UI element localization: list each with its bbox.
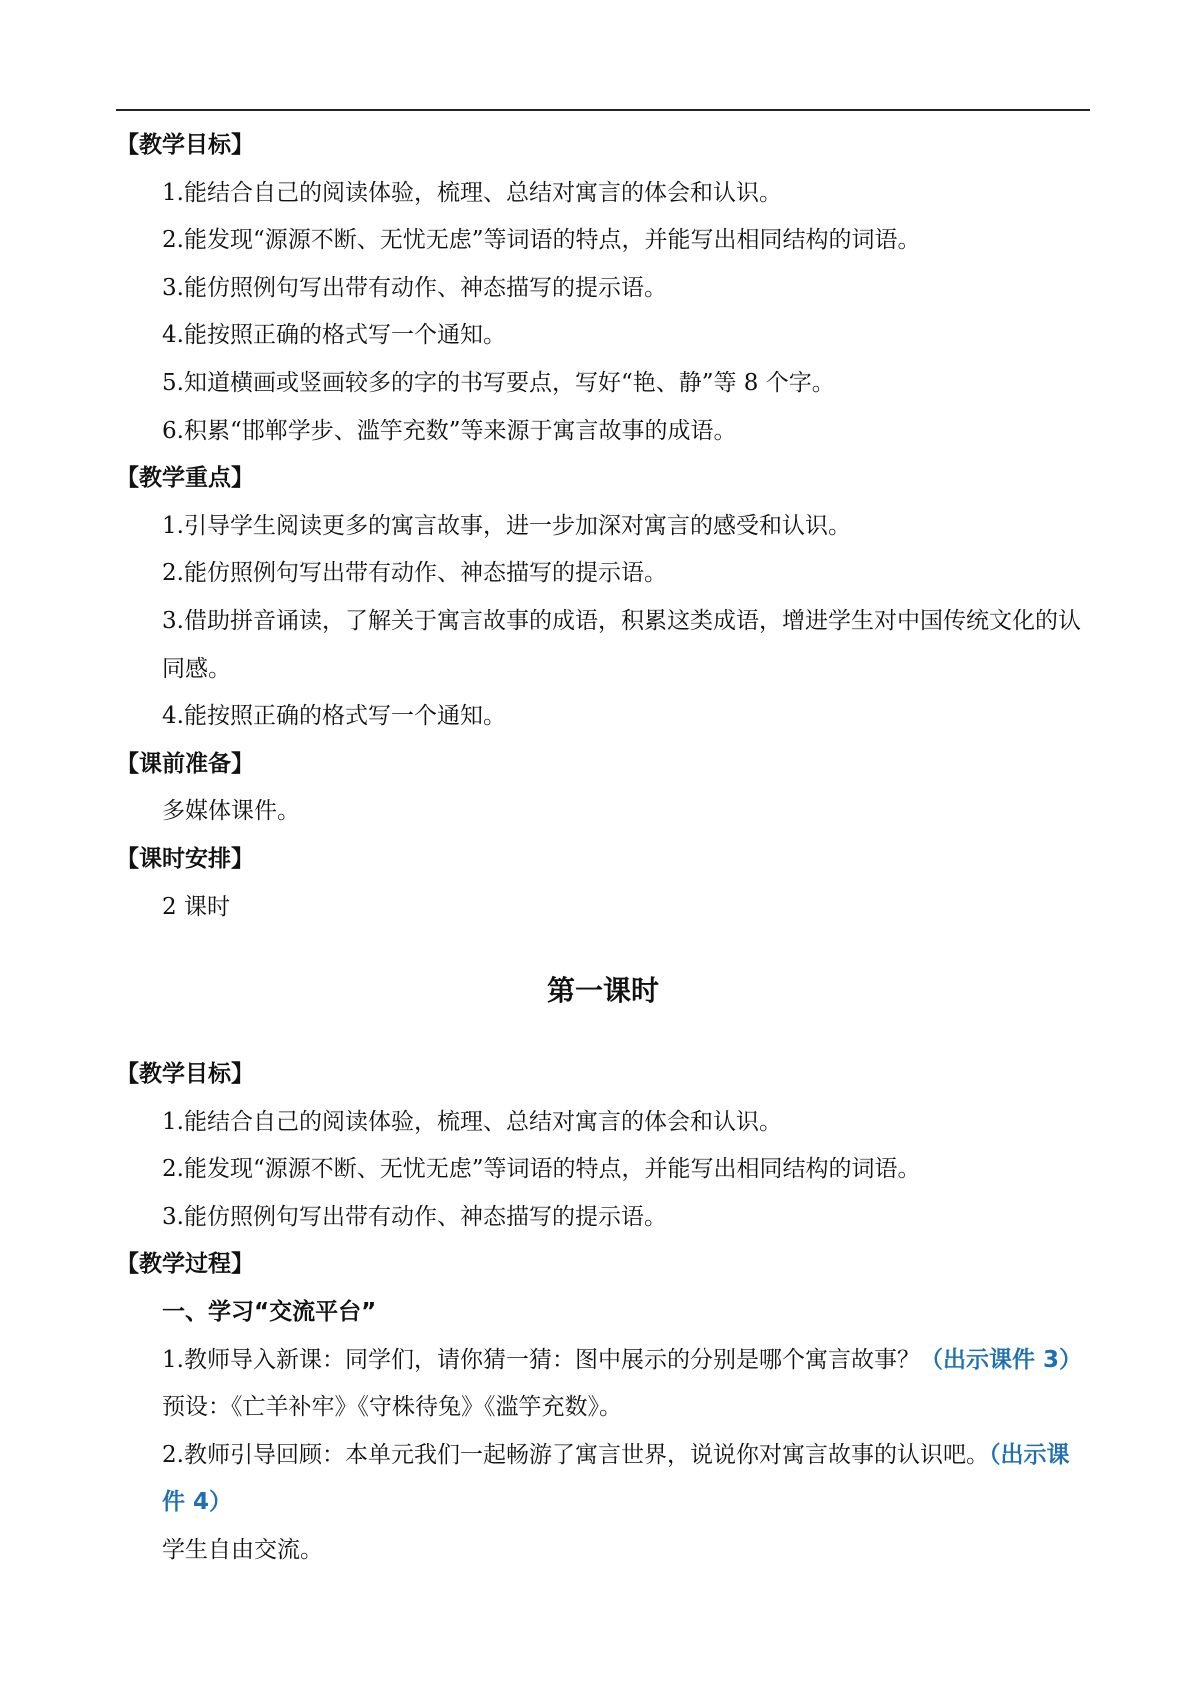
courseware-note: （出示课件 4） — [162, 1441, 1070, 1516]
schedule-text: 2 课时 — [162, 893, 230, 920]
preparation-text: 多媒体课件。 — [162, 798, 300, 825]
section-heading-key-points: 【教学重点】 — [116, 465, 254, 492]
key-point-item: 4.能按照正确的格式写一个通知。 — [162, 703, 506, 730]
key-point-item: 1.引导学生阅读更多的寓言故事，进一步加深对寓言的感受和认识。 — [162, 512, 851, 539]
lesson-goal-item: 2.能发现“源源不断、无忧无虑”等词语的特点，并能写出相同结构的词语。 — [162, 1156, 921, 1183]
document-body — [116, 122, 1090, 1575]
section-heading-process: 【教学过程】 — [116, 1251, 254, 1278]
goal-item: 6.积累“邯郸学步、滥竽充数”等来源于寓言故事的成语。 — [162, 417, 737, 444]
courseware-note: （出示课件 3） — [919, 1346, 1082, 1373]
goal-item: 1.能结合自己的阅读体验，梳理、总结对寓言的体会和认识。 — [162, 179, 782, 206]
section-heading-preparation: 【课前准备】 — [116, 750, 254, 777]
key-point-item: 2.能仿照例句写出带有动作、神态描写的提示语。 — [162, 560, 667, 587]
header-rule — [116, 109, 1090, 111]
lesson-goal-item: 3.能仿照例句写出带有动作、神态描写的提示语。 — [162, 1203, 667, 1230]
lesson-title: 第一课时 — [546, 974, 659, 1008]
goal-item: 3.能仿照例句写出带有动作、神态描写的提示语。 — [162, 274, 667, 301]
goal-item: 5.知道横画或竖画较多的字的书写要点，写好“艳、静”等 8 个字。 — [162, 369, 835, 396]
process-paragraph: 学生自由交流。 — [162, 1537, 323, 1564]
lesson-goal-item: 1.能结合自己的阅读体验，梳理、总结对寓言的体会和认识。 — [162, 1108, 782, 1135]
goal-item: 4.能按照正确的格式写一个通知。 — [162, 322, 506, 349]
process-paragraph: 预设：《亡羊补牢》《守株待兔》《滥竽充数》。 — [162, 1394, 622, 1421]
goal-item: 2.能发现“源源不断、无忧无虑”等词语的特点，并能写出相同结构的词语。 — [162, 227, 921, 254]
section-heading-lesson-goals: 【教学目标】 — [116, 1061, 254, 1088]
section-heading-schedule: 【课时安排】 — [116, 845, 254, 872]
process-paragraph — [116, 1432, 1090, 1527]
section-heading-goals: 【教学目标】 — [116, 132, 254, 158]
process-subheading: 一、学习“交流平台” — [162, 1299, 377, 1326]
process-paragraph — [116, 1337, 1090, 1385]
process-text: 2.教师引导回顾：本单元我们一起畅游了寓言世界，说说你对寓言故事的认识吧。 — [162, 1441, 989, 1468]
process-text: 1.教师导入新课：同学们，请你猜一猜：图中展示的分别是哪个寓言故事？ — [162, 1346, 920, 1373]
key-point-item: 3.借助拼音诵读，了解关于寓言故事的成语，积累这类成语，增进学生对中国传统文化的认同感。 — [162, 607, 1081, 682]
